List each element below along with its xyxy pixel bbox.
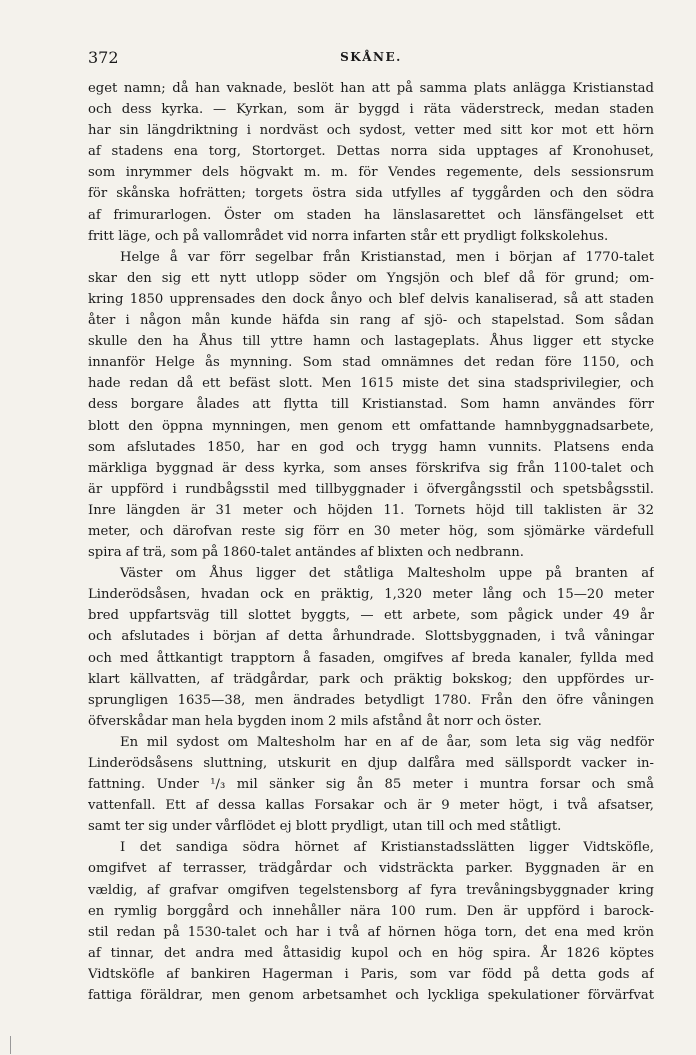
text-line: skar den sig ett nytt utlopp söder om Yngsjön och blef då för grund; om- [88, 270, 654, 286]
text-line: I det sandiga södra hörnet af Kristianstadsslätten ligger Vidtsköfle, [120, 840, 654, 856]
text-line: och dess kyrka. — Kyrkan, som är byggd i räta väderstreck, medan staden [88, 102, 654, 118]
text-line: Vidtsköfle af bankiren Hagerman i Paris, som var född på detta gods af [88, 966, 654, 982]
text-line: och med åttkantigt trapptorn å fasaden, omgifves af breda kanaler, fyllda med [88, 650, 654, 666]
text-line: och afslutades i början af detta århundrade. Slottsbyggnaden, i två våningar [88, 629, 654, 645]
text-line: Väster om Åhus ligger det ståtliga Maltesholm uppe på branten af [120, 566, 654, 582]
text-line: för skånska hofrätten; torgets östra sida utfylles af tyggården och den södra [88, 186, 654, 202]
page-header [88, 48, 654, 72]
text-line: märkliga byggnad är dess kyrka, som anses förskrifva sig från 1100-talet och [88, 460, 654, 476]
text-line: är uppförd i rundbågsstil med tillbyggnader i öfvergångsstil och spetsbågsstil. [88, 481, 654, 497]
text-line: dess borgare ålades att flytta till Kristianstad. Som hamn användes förr [88, 397, 654, 413]
text-line: vældig, af grafvar omgifven tegelstensborg af fyra trevåningsbyggnader kring [88, 882, 654, 898]
text-line: en rymlig borggård och innehåller nära 100 rum. Den är uppförd i barock- [88, 903, 654, 919]
text-line: fattiga föräldrar, men genom arbetsamhet och lyckliga spekulationer förvärfvat [88, 988, 654, 1004]
text-line: af frimurarlogen. Öster om staden ha länslasarettet och länsfängelset ett [88, 207, 654, 223]
text-line: Linderödsåsen, hvadan ock en präktig, 1,320 meter lång och 15—20 meter [88, 587, 654, 603]
text-line: eget namn; då han vaknade, beslöt han att på samma plats anlägga Kristianstad [88, 81, 654, 96]
text-line: af tinnar, det andra med åttasidig kupol och en hög spira. År 1826 köptes [88, 945, 654, 961]
page-number: 372 [88, 48, 119, 67]
text-line: meter, och därofvan reste sig förr en 30 meter hög, som sjömärke värdefull [88, 523, 654, 539]
text-line: kring 1850 upprensades den dock ånyo och blef delvis kanaliserad, så att staden [88, 291, 654, 307]
text-line: fritt läge, och på vallområdet vid norra infarten står ett prydligt folkskolehus. [88, 228, 609, 244]
text-line: En mil sydost om Maltesholm har en af de åar, som leta sig väg nedför [120, 734, 654, 750]
text-line: bred uppfartsväg till slottet byggts, — ett arbete, som pågick under 49 år [88, 608, 654, 624]
text-line: omgifvet af terrasser, trädgårdar och vidsträckta parker. Byggnaden är en [88, 861, 654, 877]
text-line: klart källvatten, af trädgårdar, park och präktig bokskog; den uppfördes ur- [88, 671, 654, 687]
text-line: Inre längden är 31 meter och höjden 11. Tornets höjd till taklisten är 32 [88, 502, 654, 518]
body-text [88, 78, 654, 1006]
text-line: skulle den ha Åhus till yttre hamn och lastageplats. Åhus ligger ett stycke [88, 334, 654, 350]
text-line: samt ter sig under vårflödet ej blott prydligt, utan till och med ståtligt. [88, 819, 562, 835]
text-line: åter i någon mån kunde häfda sin rang af sjö- och stapelstad. Som sådan [88, 313, 654, 329]
text-line: af stadens ena torg, Stortorget. Dettas norra sida upptages af Kronohuset, [88, 144, 654, 160]
text-line: innanför Helge ås mynning. Som stad omnämnes det redan före 1150, och [88, 355, 654, 371]
text-line: sprungligen 1635—38, men ändrades betydligt 1780. Från den öfre våningen [88, 692, 654, 708]
text-line: som afslutades 1850, har en god och trygg hamn vunnits. Platsens enda [88, 439, 654, 455]
text-line: hade redan då ett befäst slott. Men 1615 miste det sina stadsprivilegier, och [88, 376, 654, 392]
text-line: Linderödsåsens sluttning, utskurit en djup dalfåra med sällspordt vacker in- [88, 756, 654, 771]
margin-rule [10, 1036, 11, 1054]
text-line: stil redan på 1530-talet och har i två af hörnen höga torn, det ena med krön [88, 924, 654, 940]
text-line: fattning. Under ¹/₃ mil sänker sig ån 85 meter i muntra forsar och små [88, 777, 654, 793]
running-head: SKÅNE. [340, 50, 402, 64]
text-line: Helge å var förr segelbar från Kristianstad, men i början af 1770-talet [120, 249, 654, 265]
text-line: har sin längdriktning i nordväst och sydost, vetter med sitt kor mot ett hörn [88, 123, 654, 139]
text-line: vattenfall. Ett af dessa kallas Forsakar och är 9 meter högt, i två afsatser, [88, 798, 654, 814]
text-line: som inrymmer dels högvakt m. m. för Vendes regemente, dels sessionsrum [88, 165, 654, 181]
text-line: öfverskådar man hela bygden inom 2 mils afstånd åt norr och öster. [88, 713, 542, 729]
text-line: spira af trä, som på 1860-talet antändes af blixten och nedbrann. [88, 545, 524, 561]
text-line: blott den öppna mynningen, men genom ett omfattande hamnbyggnadsarbete, [88, 418, 654, 434]
